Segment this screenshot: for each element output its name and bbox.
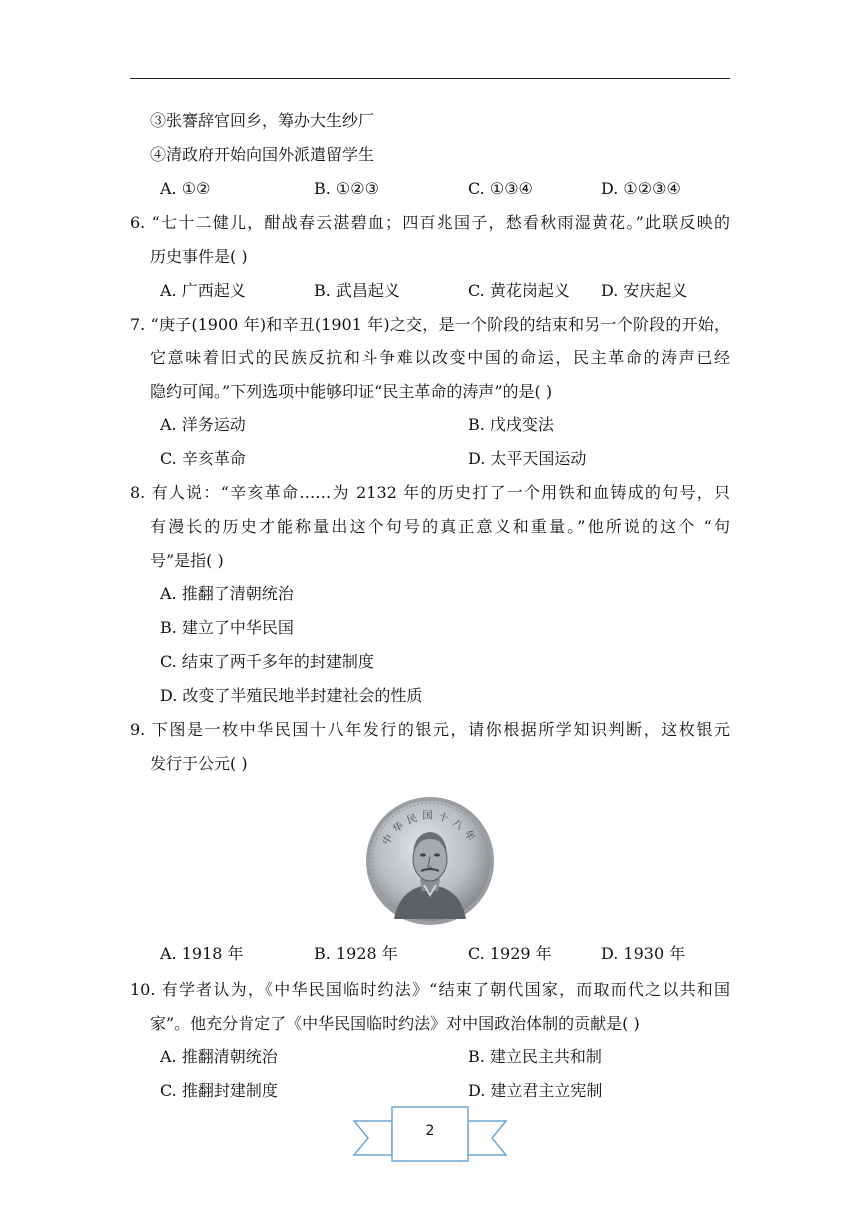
q6-stem-line1: 6. “七十二健儿，酣战春云湛碧血；四百兆国子，愁看秋雨湿黄花。”此联反映的 [130, 213, 730, 232]
coin-legend: 中华民国十八年 [380, 811, 480, 848]
q7-option-d[interactable]: D. 太平天国运动 [468, 449, 587, 468]
q5-option-c[interactable]: C. ①③④ [468, 179, 533, 198]
q7-stem-line2: 它意味着旧式的民族反抗和斗争难以改变中国的命运，民主革命的涛声已经 [150, 348, 730, 367]
q10-stem-line1: 10. 有学者认为，《中华民国临时约法》“结束了朝代国家，而取而代之以共和国 [130, 980, 730, 999]
q9-option-d[interactable]: D. 1930 年 [601, 944, 686, 963]
q8-stem-line1: 8. 有人说：“辛亥革命……为 2132 年的历史打了一个用铁和血铸成的句号，只 [130, 483, 730, 502]
q6-option-d[interactable]: D. 安庆起义 [601, 281, 688, 300]
q8-option-a[interactable]: A. 推翻了清朝统治 [160, 584, 294, 603]
q5-item-4: ④清政府开始向国外派遣留学生 [150, 145, 375, 164]
q10-option-d[interactable]: D. 建立君主立宪制 [468, 1081, 603, 1100]
q6-option-b[interactable]: B. 武昌起义 [314, 281, 400, 300]
q5-option-b[interactable]: B. ①②③ [314, 179, 379, 198]
header-rule [130, 78, 730, 79]
q5-option-a[interactable]: A. ①② [160, 179, 211, 198]
q10-option-a[interactable]: A. 推翻清朝统治 [160, 1047, 278, 1066]
q8-stem-line3: 号”是指( ) [150, 551, 224, 570]
q5-item-3: ③张謇辞官回乡，筹办大生纱厂 [150, 111, 375, 130]
q10-option-b[interactable]: B. 建立民主共和制 [468, 1047, 602, 1066]
q6-option-a[interactable]: A. 广西起义 [160, 281, 246, 300]
q9-stem-line1: 9. 下图是一枚中华民国十八年发行的银元，请你根据所学知识判断，这枚银元 [130, 720, 730, 739]
q7-option-c[interactable]: C. 辛亥革命 [160, 449, 246, 468]
q7-option-a[interactable]: A. 洋务运动 [160, 415, 246, 434]
q6-option-c[interactable]: C. 黄花岗起义 [468, 281, 570, 300]
silver-dollar-coin-image [364, 795, 496, 927]
q7-stem-line3: 隐约可闻。”下列选项中能够印证“民主革命的涛声”的是( ) [150, 382, 553, 401]
q9-option-c[interactable]: C. 1929 年 [468, 944, 552, 963]
q7-option-b[interactable]: B. 戊戌变法 [468, 415, 554, 434]
q8-option-b[interactable]: B. 建立了中华民国 [160, 618, 294, 637]
q6-stem-line2: 历史事件是( ) [150, 247, 248, 266]
q10-stem-line2: 家”。他充分肯定了《中华民国临时约法》对中国政治体制的贡献是( ) [150, 1014, 640, 1033]
q9-option-b[interactable]: B. 1928 年 [314, 944, 398, 963]
q9-option-a[interactable]: A. 1918 年 [160, 944, 244, 963]
q9-stem-line2: 发行于公元( ) [150, 754, 248, 773]
q5-option-d[interactable]: D. ①②③④ [601, 179, 681, 198]
q8-option-c[interactable]: C. 结束了两千多年的封建制度 [160, 652, 374, 671]
q7-stem-line1: 7. “庚子(1900 年)和辛丑(1901 年)之交，是一个阶段的结束和另一个阶段的开始， [130, 315, 730, 334]
q10-option-c[interactable]: C. 推翻封建制度 [160, 1081, 278, 1100]
page-number: 2 [425, 1123, 435, 1139]
q8-option-d[interactable]: D. 改变了半殖民地半封建社会的性质 [160, 686, 423, 705]
q8-stem-line2: 有漫长的历史才能称量出这个句号的真正意义和重量。”他所说的这个 “句 [150, 517, 730, 536]
